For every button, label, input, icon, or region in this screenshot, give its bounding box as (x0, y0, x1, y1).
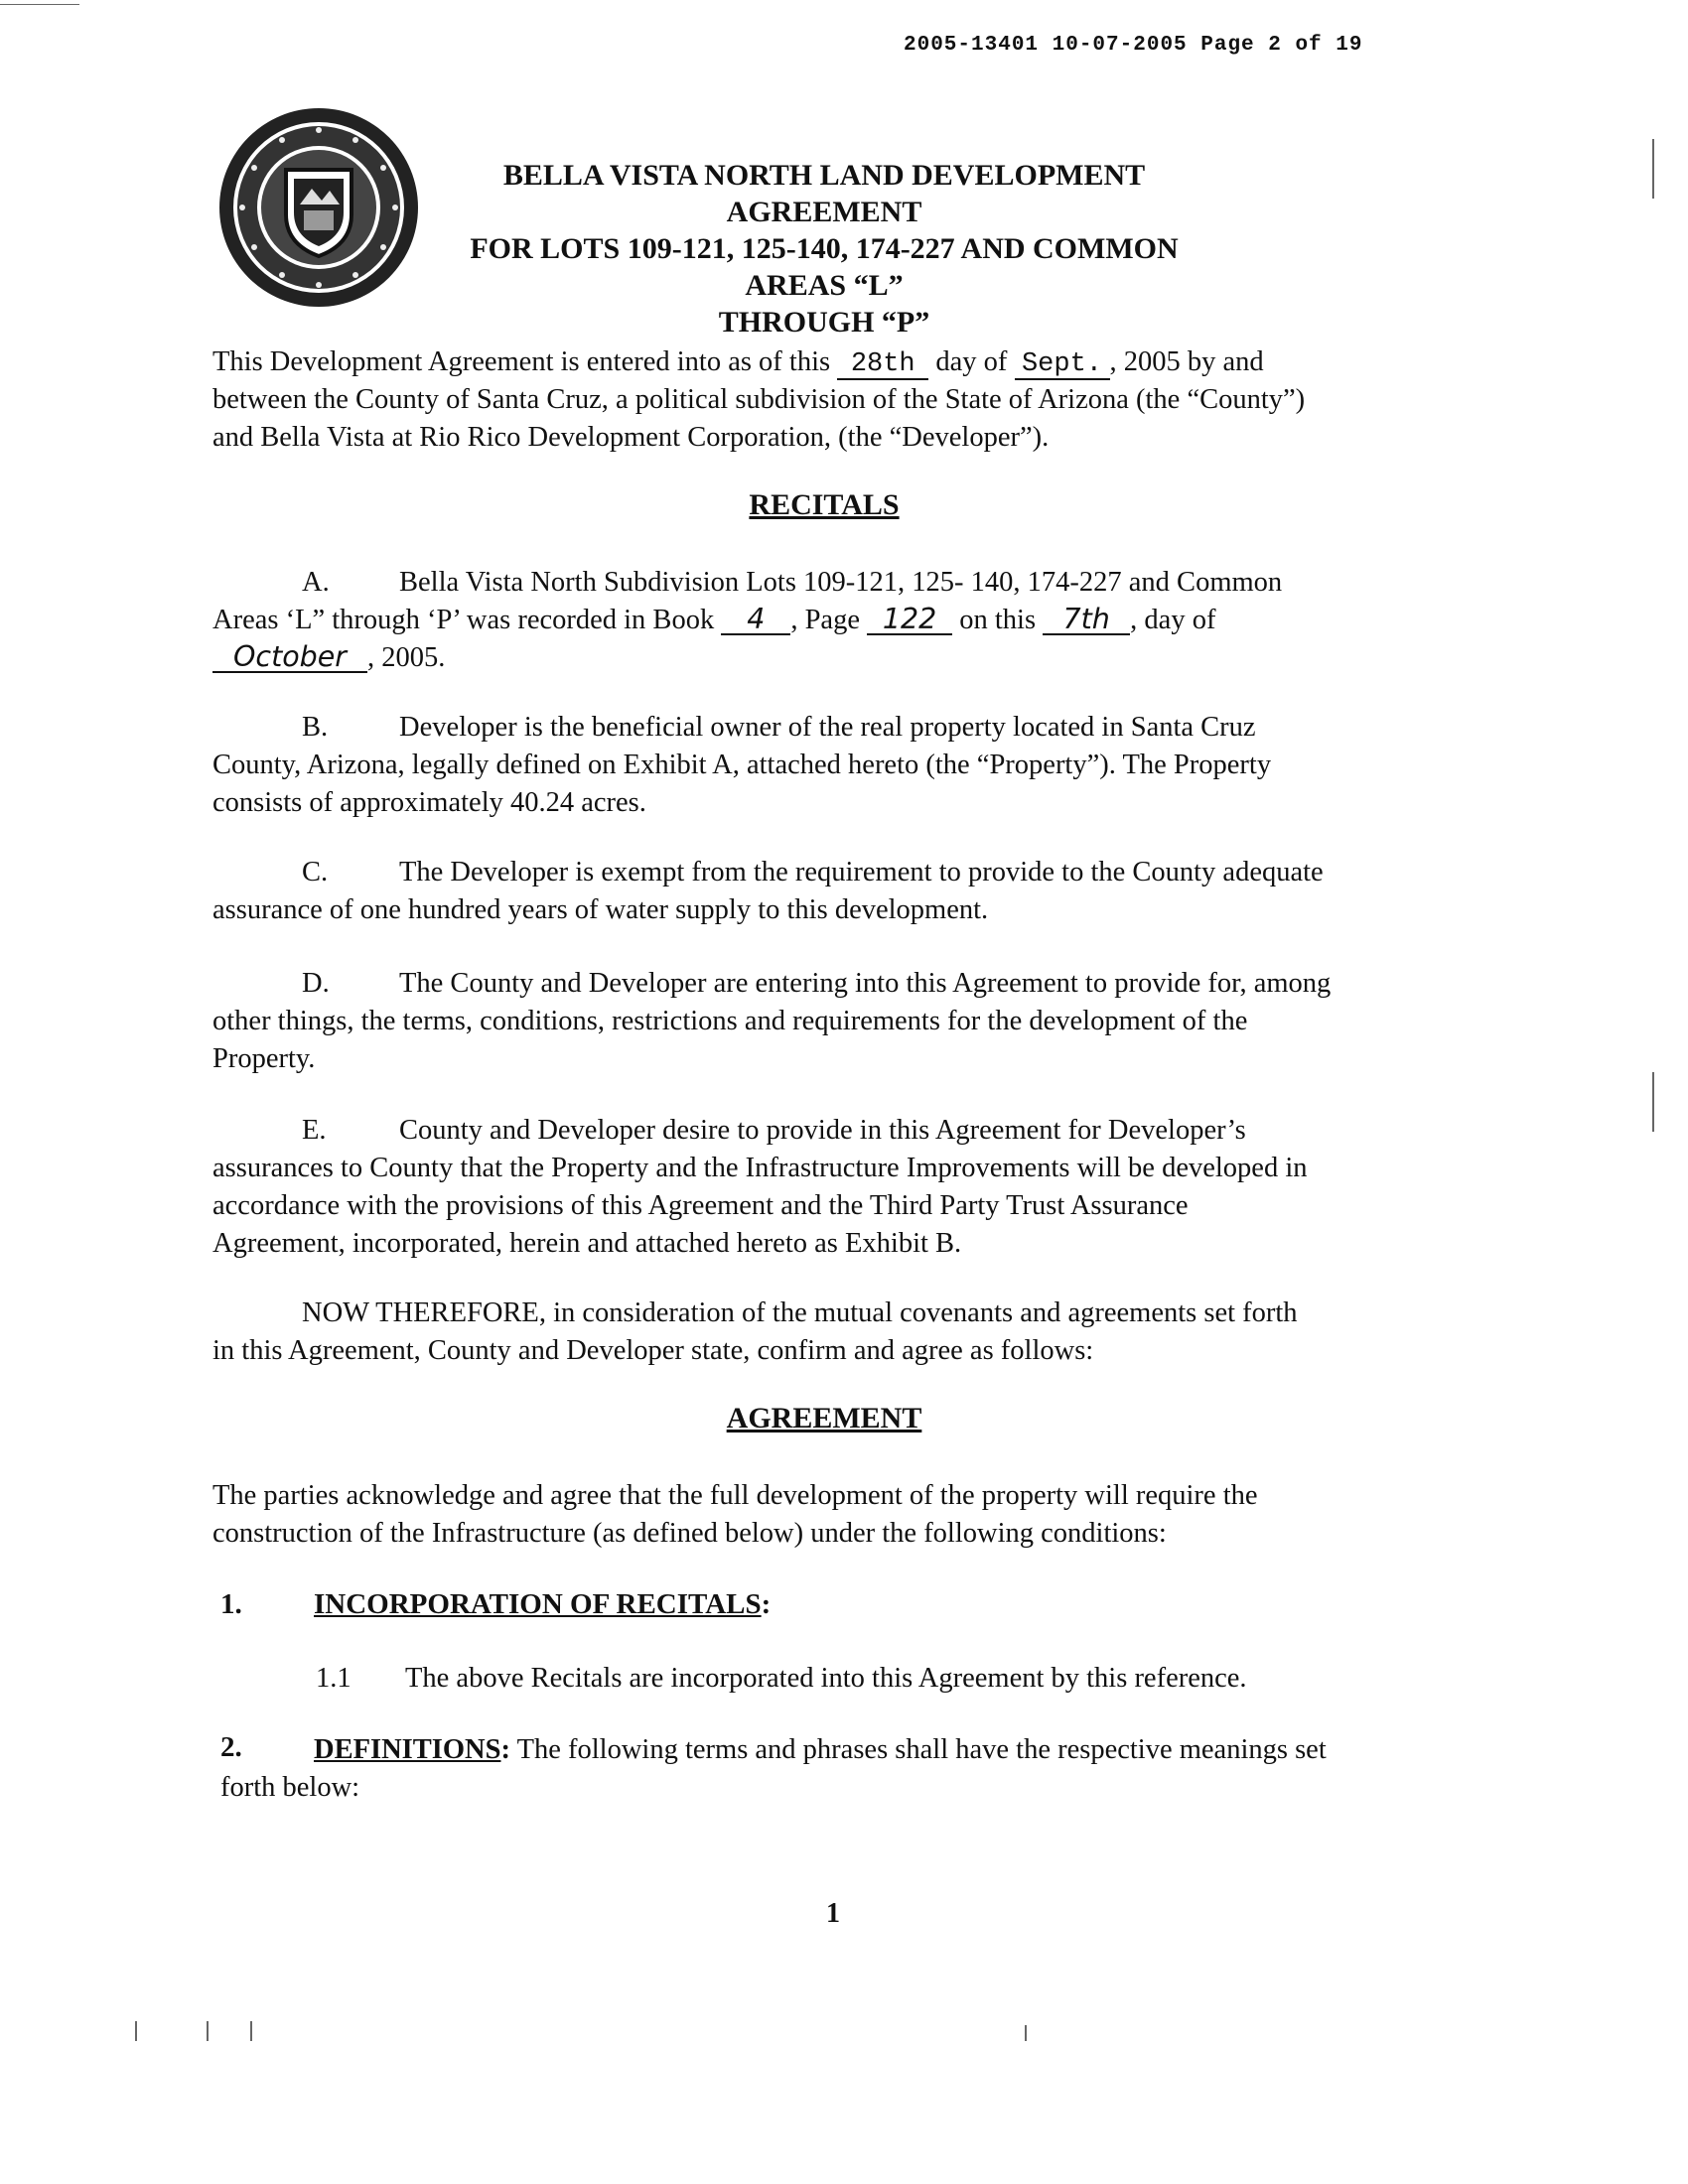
intro-line-3: and Bella Vista at Rio Rico Development Corporation, (the “Developer”). (212, 422, 1050, 453)
recital-b-line-3: consists of approximately 40.24 acres. (212, 787, 646, 818)
recital-e-line-3: accordance with the provisions of this Agreement and the Third Party Trust Assurance (212, 1190, 1189, 1221)
section-1-title: INCORPORATION OF RECITALS: (314, 1588, 772, 1620)
scan-mark (135, 2021, 137, 2041)
intro-line-1: This Development Agreement is entered into as of this 28th day of Sept. , 2005 by and (212, 346, 1264, 379)
recorded-month-field: October (212, 643, 367, 673)
intro-month-field: Sept. (1015, 350, 1110, 380)
section-1-1-text: The above Recitals are incorporated into this Agreement by this reference. (405, 1663, 1247, 1694)
page-number: 1 (826, 1898, 840, 1929)
recital-d-line-2: other things, the terms, conditions, restrictions and requirements for the development of the (212, 1006, 1248, 1036)
section-1-1-number: 1.1 (316, 1663, 352, 1694)
recital-c-line-1: The Developer is exempt from the requirement to provide to the County adequate (399, 857, 1324, 887)
agreement-line-2: construction of the Infrastructure (as defined below) under the following conditions: (212, 1518, 1167, 1549)
intro-day-field: 28th (837, 350, 928, 380)
recording-stamp: 2005-13401 10-07-2005 Page 2 of 19 (904, 34, 1363, 57)
title-line-1: BELLA VISTA NORTH LAND DEVELOPMENT AGREEMENT (502, 159, 1146, 228)
recital-e-line-4: Agreement, incorporated, herein and attached hereto as Exhibit B. (212, 1228, 962, 1259)
section-1-number: 1. (220, 1588, 242, 1620)
recital-a-label: A. (302, 567, 330, 598)
recital-b-line-2: County, Arizona, legally defined on Exhibit A, attached hereto (the “Property”). The Property (212, 750, 1272, 780)
recital-c-label: C. (302, 857, 329, 887)
scan-mark (0, 4, 79, 5)
section-2-line-2: forth below: (220, 1772, 360, 1803)
agreement-heading: AGREEMENT (726, 1402, 922, 1434)
intro-line-2: between the County of Santa Cruz, a political subdivision of the State of Arizona (the “County”) (212, 384, 1306, 415)
section-2-line-1: DEFINITIONS: The following terms and phrases shall have the respective meanings set (314, 1734, 1327, 1765)
recital-d-line-3: Property. (212, 1043, 316, 1074)
recital-e-line-2: assurances to County that the Property and the Infrastructure Improvements will be developed in (212, 1153, 1308, 1183)
agreement-line-1: The parties acknowledge and agree that the full development of the property will require the (212, 1480, 1258, 1511)
recitals-heading: RECITALS (749, 488, 900, 521)
recital-a-line-2: Areas ‘L” through ‘P’ was recorded in Book 4 , Page 122 on this 7th , day of (212, 603, 1216, 635)
title-line-3: THROUGH “P” (718, 306, 930, 339)
recital-e-line-1: County and Developer desire to provide in this Agreement for Developer’s (399, 1115, 1246, 1146)
recital-d-label: D. (302, 968, 330, 999)
now-therefore-line-1: NOW THEREFORE, in consideration of the mutual covenants and agreements set forth (302, 1297, 1298, 1328)
recital-a-line-3: October , 2005. (212, 639, 445, 677)
book-field: 4 (721, 606, 790, 635)
county-seal-icon (216, 105, 421, 310)
section-2-number: 2. (220, 1731, 242, 1763)
recital-e-label: E. (302, 1115, 327, 1146)
page-field: 122 (867, 606, 952, 635)
now-therefore-line-2: in this Agreement, County and Developer state, confirm and agree as follows: (212, 1335, 1094, 1366)
scan-mark (1652, 1072, 1654, 1132)
recital-b-label: B. (302, 712, 329, 743)
recital-a-line-1: Bella Vista North Subdivision Lots 109-121, 125- 140, 174-227 and Common (399, 567, 1283, 598)
document-title (427, 157, 1221, 341)
recital-c-line-2: assurance of one hundred years of water supply to this development. (212, 894, 989, 925)
recital-b-line-1: Developer is the beneficial owner of the real property located in Santa Cruz (399, 712, 1256, 743)
title-line-2: FOR LOTS 109-121, 125-140, 174-227 AND COMMON AREAS “L” (470, 232, 1179, 302)
scan-mark (1652, 139, 1654, 199)
scan-mark (1025, 2025, 1027, 2041)
scan-mark (207, 2021, 209, 2041)
recital-d-line-1: The County and Developer are entering into this Agreement to provide for, among (399, 968, 1332, 999)
section-2-title: DEFINITIONS (314, 1734, 501, 1765)
recorded-day-field: 7th (1043, 606, 1130, 635)
scan-mark (250, 2021, 252, 2041)
